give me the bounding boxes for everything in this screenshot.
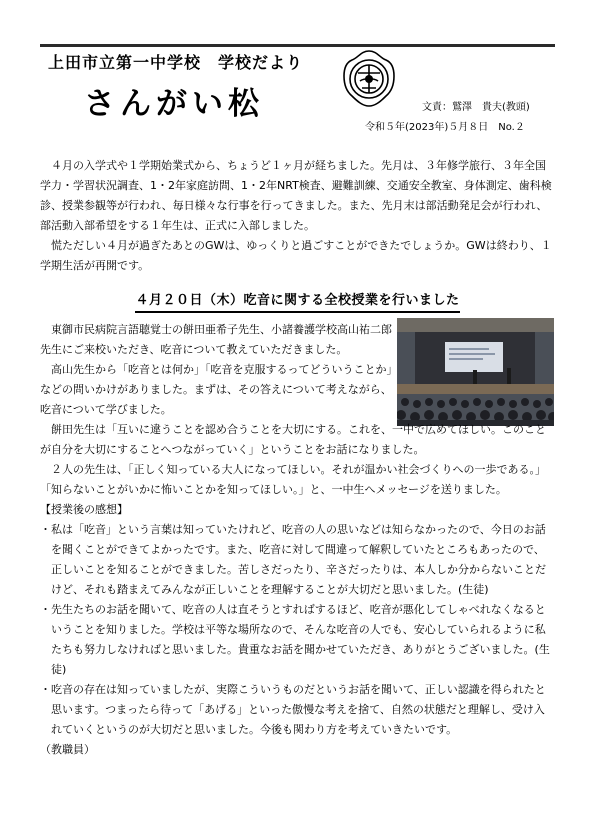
impression-item: ・先生たちのお話を聞いて、吃音の人は直そうとすればするほど、吃音が悪化してしゃべれなくなるということを知りました。学校は平等な場所なので、そんな吃音の人でも、安心していられるように私たちも努力しなければと思いました。貴重なお話を聞かせていただき、ありがとうございました。(生徒) <box>40 603 550 676</box>
newsletter-title: さんがい松 <box>84 86 264 122</box>
article-paragraph: 東御市民病院言語聴覚士の餅田亜希子先生、小諸養護学校高山祐二郎先生にご来校いただき、吃音について教えていただきました。 <box>40 323 392 356</box>
impression-credit: （教職員） <box>40 743 95 756</box>
impression-item: ・吃音の存在は知っていましたが、実際こういうものだというお話を聞いて、正しい認識を得られたと思います。つまったら待って「あげる」といった傲慢な考えを捨て、自然の状態だと理解し、受け入れていくというのが大切だと思いました。今後も関わり方を考えていきたいです。 <box>40 683 546 736</box>
school-name: 上田市立第一中学校 学校だより <box>48 53 304 72</box>
article-paragraph: ２人の先生は、「正しく知っている大人になってほしい。それが温かい社会づくりへの一歩である。」「知らないことがいかに怖いことかを知ってほしい。」と、一中生へメッセージを送りました。 <box>40 463 546 496</box>
article-body <box>40 320 555 760</box>
article-paragraph: 高山先生から「吃音とは何か」「吃音を克服するってどういうことか」などの問いかけがありました。まずは、その答えについて考えながら、吃音について学びました。 <box>40 363 392 416</box>
author-credit: 文責：鷲澤 貴夫(教頭) <box>422 102 530 113</box>
intro-text <box>40 156 555 276</box>
issue-date: 令和５年(2023年)５月８日 No.２ <box>365 122 525 133</box>
masthead <box>40 44 555 136</box>
masthead-rule <box>40 44 555 47</box>
intro-paragraph: ４月の入学式や１学期始業式から、ちょうど１ヶ月が経ちました。先月は、３年修学旅行、３年全国学力・学習状況調査、1・2年家庭訪問、1・2年NRT検査、避難訓練、交通安全教室、身体測定、歯科検診、授業参観等が行われ、毎日様々な行事を行ってきました。また、先月末は部活動発足会が行われ、部活動入部希望をする１年生は、正式に入部しました。 <box>40 159 552 232</box>
article-paragraph: 餅田先生は「互いに違うことを認め合うことを大切にする。これを、一中で広めてほしい。このことが自分を大切にすることへつながっていく」ということをお話になりました。 <box>40 423 546 456</box>
impression-item: ・私は「吃音」という言葉は知っていたけれど、吃音の人の思いなどは知らなかったので、今日のお話を聞くことができてよかったです。また、吃音に対して間違って解釈していたところもあったので、正しいことを知ることができました。苦しさだったり、辛さだったりは、本人しか分からないことだけど、それも踏まえてみんなが正しいことを理解することが大切だと思いました。(生徒) <box>40 523 546 596</box>
school-emblem-icon <box>340 48 398 110</box>
section-heading <box>40 292 555 313</box>
impressions-heading: 【授業後の感想】 <box>40 503 128 516</box>
section-heading-text: ４月２０日（木）吃音に関する全校授業を行いました <box>135 292 459 313</box>
intro-paragraph: 慌ただしい４月が過ぎたあとのGWは、ゆっくりと過ごすことができたでしょうか。GWは終わり、１学期生活が再開です。 <box>40 239 552 272</box>
